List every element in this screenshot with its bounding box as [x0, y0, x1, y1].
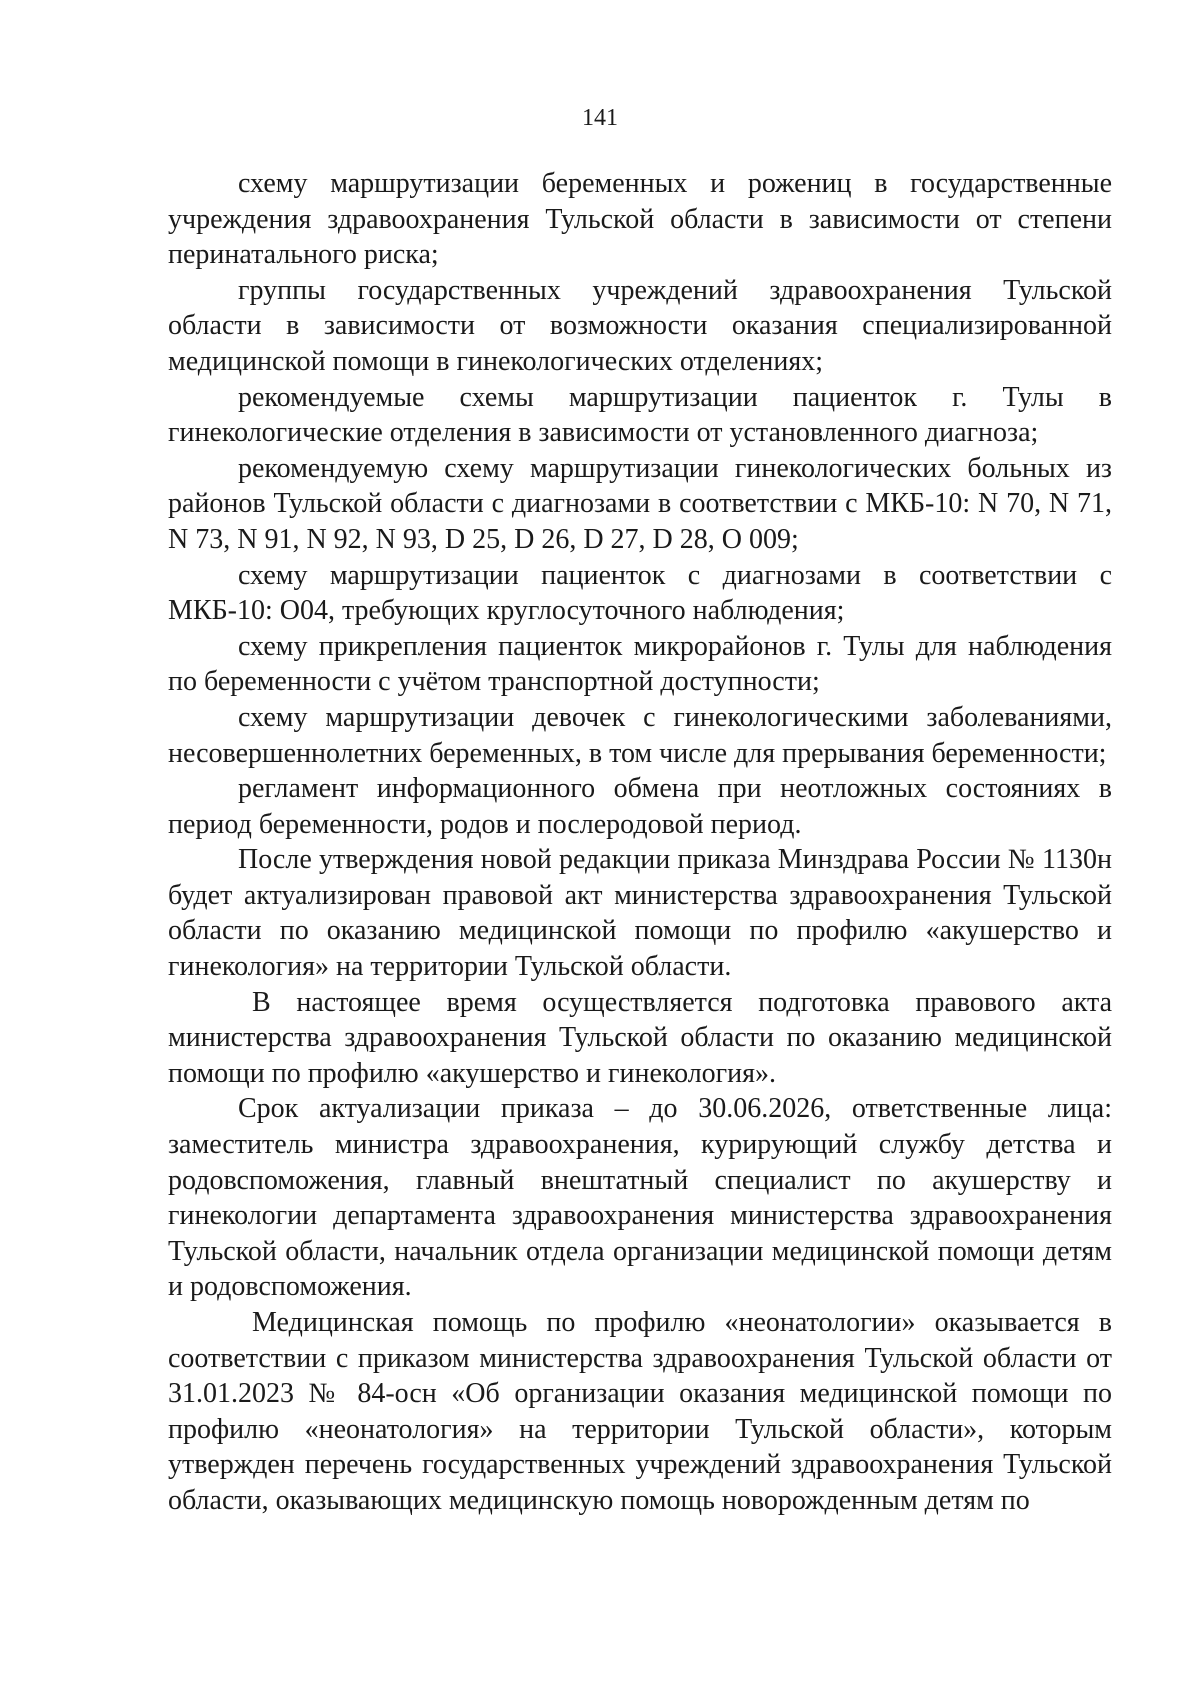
- paragraph-girls-routing: схему маршрутизации девочек с гинекологическими заболеваниями, несовершеннолетних беременных, в том числе для прерывания беременности;: [168, 701, 1112, 769]
- document-body: [168, 166, 1112, 1519]
- paragraph-information-exchange: регламент информационного обмена при неотложных состояниях в период беременности, родов и послеродовой период.: [168, 773, 1112, 840]
- paragraph-microdistricts: схему прикрепления пациенток микрорайонов г. Тулы для наблюдения по беременности с учётом транспортной доступности;: [168, 630, 1112, 698]
- paragraph-districts-routing: рекомендуемую схему маршрутизации гинекологических больных из районов Тульской области с диагнозами в соответствии с МКБ-10: N 70, N 71, N 73, N 91, N 92, N 93, D 25, D 26, D 27, D 28, O 009;: [168, 452, 1112, 555]
- page-number: 141: [582, 105, 618, 131]
- paragraph-neonatology: Медицинская помощь по профилю «неонатологии» оказывается в соответствии с приказом министерства здравоохранения Тульской области от 31.01.2023 № 84-осн «Об организации оказания медицинской помощи по профилю «неонатология» на территории Тульской области», которым утвержден перечень государственных учреждений здравоохранения Тульской области, оказывающих медицинскую помощь новорожденным детям по: [168, 1307, 1112, 1516]
- paragraph-institution-groups: группы государственных учреждений здравоохранения Тульской области в зависимости от возможности оказания специализированной медицинской помощи в гинекологических отделениях;: [168, 274, 1112, 377]
- paragraph-o04-routing: схему маршрутизации пациенток с диагнозами в соответствии с МКБ-10: O04, требующих круглосуточного наблюдения;: [168, 559, 1112, 627]
- paragraph-routing-pregnant: схему маршрутизации беременных и рожениц в государственные учреждения здравоохранения Тульской области в зависимости от степени перинатального риска;: [168, 168, 1112, 271]
- paragraph-order-1130n: После утверждения новой редакции приказа Минздрава России № 1130н будет актуализирован правовой акт министерства здравоохранения Тульской области по оказанию медицинской помощи по профилю «акушерство и гинекология» на территории Тульской области.: [168, 844, 1112, 983]
- paragraph-deadline: Срок актуализации приказа – до 30.06.2026, ответственные лица: заместитель министра здравоохранения, курирующий службу детства и родовспоможения, главный внештатный специалист по акушерству и гинекологии департамента здравоохранения министерства здравоохранения Тульской области, начальник отдела организации медицинской помощи детям и родовспоможения.: [168, 1093, 1112, 1303]
- paragraph-tula-routing: рекомендуемые схемы маршрутизации пациенток г. Тулы в гинекологические отделения в зависимости от установленного диагноза;: [168, 381, 1112, 449]
- paragraph-legal-act-preparation: В настоящее время осуществляется подготовка правового акта министерства здравоохранения Тульской области по оказанию медицинской помощи по профилю «акушерство и гинекология».: [168, 986, 1112, 1089]
